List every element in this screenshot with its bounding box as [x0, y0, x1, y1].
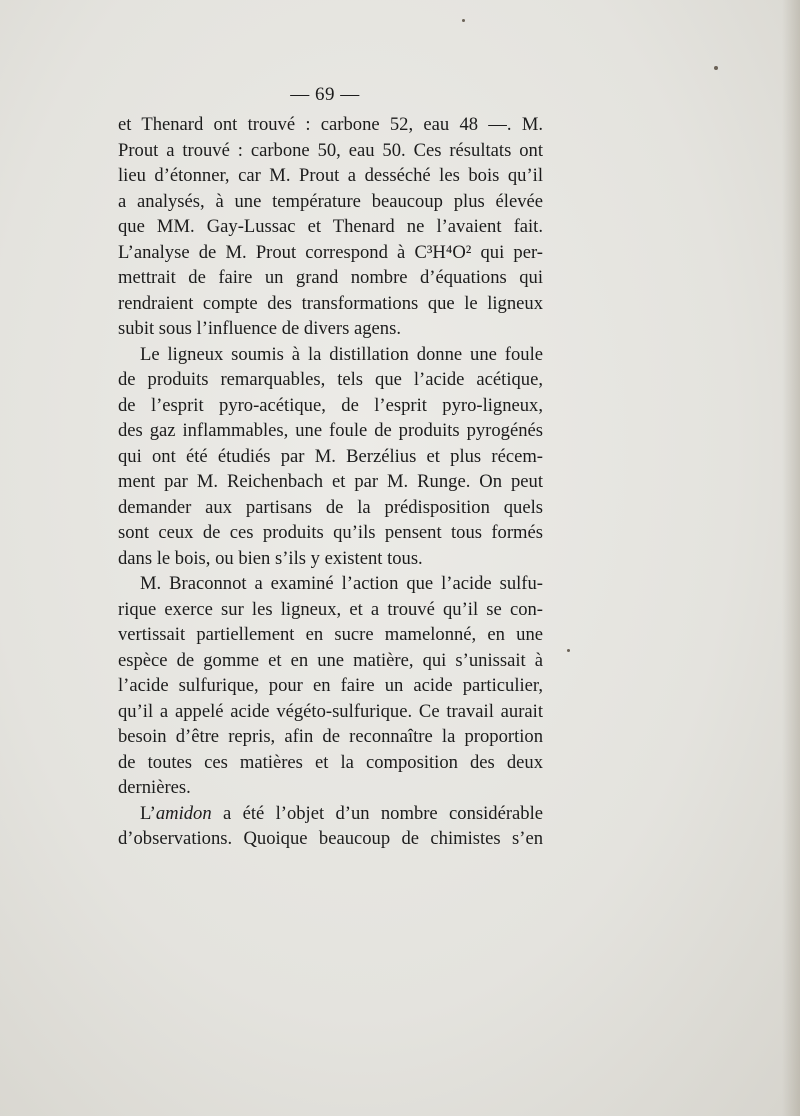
body-text	[118, 112, 543, 852]
ink-spot	[567, 649, 570, 652]
text-line: et Thenard ont trouvé : carbone 52, eau 48 —. M.	[118, 114, 543, 135]
text-line: L’analyse de M. Prout correspond à C³H⁴O² qui per-	[118, 241, 543, 263]
text-line: espèce de gomme et en une matière, qui s’unissait à	[118, 649, 543, 671]
text-line: sont ceux de ces produits qu’ils pensent tous formés	[118, 522, 543, 543]
text-line: rendraient compte des transformations que le ligneux	[118, 292, 543, 314]
text-line: Le ligneux soumis à la distillation donne une foule	[140, 343, 543, 365]
text-line: dans le bois, ou bien s’ils y existent tous.	[118, 547, 423, 569]
text-line	[118, 801, 543, 827]
page-number: — 69 —	[290, 84, 360, 105]
text-line: de toutes ces matières et la composition des deux	[118, 751, 543, 773]
text-line: des gaz inflammables, une foule de produits pyrogénés	[118, 420, 543, 441]
text-line: subit sous l’influence de divers agens.	[118, 318, 401, 339]
ink-spot	[714, 66, 718, 70]
text-line: de produits remarquables, tels que l’acide acétique,	[118, 369, 543, 390]
text-line: qui ont été étudiés par M. Berzélius et plus récem-	[118, 445, 543, 467]
text-line: que MM. Gay-Lussac et Thenard ne l’avaient fait.	[118, 216, 543, 237]
text-line: vertissait partiellement en sucre mamelonné, en une	[118, 624, 543, 645]
text-line: de l’esprit pyro-acétique, de l’esprit pyro-ligneux,	[118, 394, 543, 416]
text-line: d’observations. Quoique beaucoup de chimistes s’en	[118, 828, 543, 849]
text-line: lieu d’étonner, car M. Prout a desséché les bois qu’il	[118, 165, 543, 186]
text-line: ment par M. Reichenbach et par M. Runge. On peut	[118, 471, 543, 492]
text-line: M. Braconnot a examiné l’action que l’acide sulfu-	[140, 573, 543, 594]
text-segment: a été l’objet d’un nombre considérable	[211, 802, 543, 824]
text-line: dernières.	[118, 777, 191, 798]
text-line: rique exerce sur les ligneux, et a trouvé qu’il se con-	[118, 598, 543, 620]
text-segment: L’	[140, 802, 156, 824]
text-line: a analysés, à une température beaucoup plus élevée	[118, 190, 543, 212]
text-line: l’acide sulfurique, pour en faire un acide particulier,	[118, 675, 543, 696]
text-line: demander aux partisans de la prédisposition quels	[118, 496, 543, 518]
text-line: mettrait de faire un grand nombre d’équations qui	[118, 267, 543, 288]
ink-spot	[462, 19, 465, 22]
text-line: Prout a trouvé : carbone 50, eau 50. Ces résultats ont	[118, 139, 543, 161]
text-line: qu’il a appelé acide végéto-sulfurique. Ce travail aurait	[118, 700, 543, 722]
text-line: besoin d’être repris, afin de reconnaître la proportion	[118, 726, 543, 747]
page-edge-shadow	[782, 0, 800, 1116]
italic-term: amidon	[155, 802, 212, 824]
